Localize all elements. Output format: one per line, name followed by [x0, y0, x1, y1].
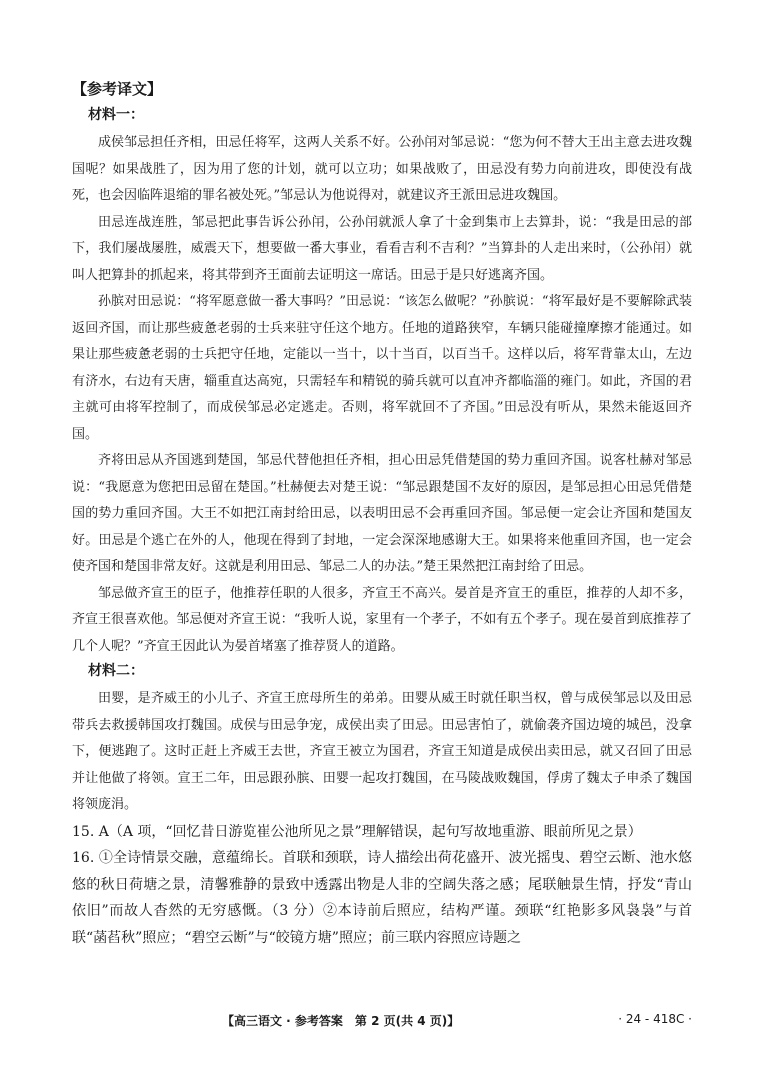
material-1-paragraph: 齐将田忌从齐国逃到楚国，邹忌代替他担任齐相，担心田忌凭借楚国的势力重回齐国。说客杜赫对邹忌说：“我愿意为您把田忌留在楚国。”杜赫便去对楚王说：“邹忌跟楚国不友好的原因，是邹忌担心田忌凭借楚国的势力重回齐国。大王不如把江南封给田忌，以表明田忌不会再重回齐国。邹忌便一定会让齐国和楚国友好。田忌是个逃亡在外的人，他现在得到了封地，一定会深深地感谢大王。如果将来他重回齐国，也一定会使齐国和楚国非常友好。这就是利用田忌、邹忌二人的办法。”楚王果然把江南封给了田忌。 [72, 453, 692, 574]
material-1-paragraph: 田忌连战连胜，邹忌把此事告诉公孙闬，公孙闬就派人拿了十金到集市上去算卦，说：“我是田忌的部下，我们屡战屡胜，威震天下，想要做一番大事业，看看吉利不吉利？”当算卦的人走出来时，（公孙闬）就叫人把算卦的抓起来，将其带到齐王面前去证明这一席话。田忌于是只好逃离齐国。 [72, 214, 692, 283]
material-1-paragraph: 邹忌做齐宣王的臣子，他推荐任职的人很多，齐宣王不高兴。晏首是齐宣王的重臣，推荐的人却不多，齐宣王很喜欢他。邹忌便对齐宣王说：“我听人说，家里有一个孝子，不如有五个孝子。现在晏首到底推荐了几个人呢？”齐宣王因此认为晏首堵塞了推荐贤人的道路。 [72, 585, 692, 654]
page-footer [72, 1012, 692, 1034]
footer-code: · 24 - 418C · [618, 1012, 692, 1026]
answer-page [72, 78, 692, 951]
answer-list [72, 819, 692, 952]
answer-15: 15. A（A 项，“回忆昔日游览崔公池所见之景”理解错误，起句写故地重游、眼前所见之景） [72, 823, 642, 840]
material-1-paragraph: 成侯邹忌担任齐相，田忌任将军，这两人关系不好。公孙闬对邹忌说：“您为何不替大王出主意去进攻魏国呢？如果战胜了，因为用了您的计划，就可以立功；如果战败了，田忌没有势力向前进攻，即使没有战死，也会因临阵退缩的罪名被处死。”邹忌认为他说得对，就建议齐王派田忌进攻魏国。 [72, 135, 692, 203]
material-1-paragraph: 孙膑对田忌说：“将军愿意做一番大事吗？”田忌说：“该怎么做呢？”孙膑说：“将军最好是不要解除武装返回齐国，而让那些疲惫老弱的士兵来驻守任这个地方。任地的道路狭窄，车辆只能碰撞摩擦才能通过。如果让那些疲惫老弱的士兵把守任地，定能以一当十，以十当百，以百当千。这样以后，将军背靠太山，左边有济水，右边有天唐，辎重直达高宛，只需轻车和精锐的骑兵就可以直冲齐都临淄的雍门。如此，齐国的君主就可由将军控制了，而成侯邹忌必定逃走。否则，将军就回不了齐国。”田忌没有听从，果然未能返回齐国。 [72, 294, 692, 442]
answer-16: 16. ①全诗情景交融，意蕴绵长。首联和颈联，诗人描绘出荷花盛开、波光摇曳、碧空云断、池水悠悠的秋日荷塘之景，清馨雅静的景致中透露出物是人非的空阔失落之感；尾联触景生情，抒发“青山依旧”而故人杳然的无穷感慨。（3 分）②本诗前后照应，结构严谨。颈联“红艳影多风袅袅”与首联“菡萏秋”照应；“碧空云断”与“皎镜方塘”照应；前三联内容照应诗题之 [72, 850, 692, 946]
material-2-title: 材料二： [88, 663, 144, 679]
material-1-title: 材料一： [88, 107, 144, 123]
footer-page-info: 【高三语文 · 参考答案 第 2 页(共 4 页)】 [222, 1014, 460, 1028]
material-2-paragraph: 田婴，是齐威王的小儿子、齐宣王庶母所生的弟弟。田婴从威王时就任职当权，曾与成侯邹忌以及田忌带兵去救援韩国攻打魏国。成侯与田忌争宠，成侯出卖了田忌。田忌害怕了，就偷袭齐国边境的城邑，没拿下，便逃跑了。这时正赶上齐威王去世，齐宣王被立为国君，齐宣王知道是成侯出卖田忌，就又召回了田忌并让他做了将领。宣王二年，田忌跟孙膑、田婴一起攻打魏国，在马陵战败魏国，俘虏了魏太子申杀了魏国将领庞涓。 [72, 691, 692, 812]
section-heading: 【参考译文】 [72, 80, 163, 98]
